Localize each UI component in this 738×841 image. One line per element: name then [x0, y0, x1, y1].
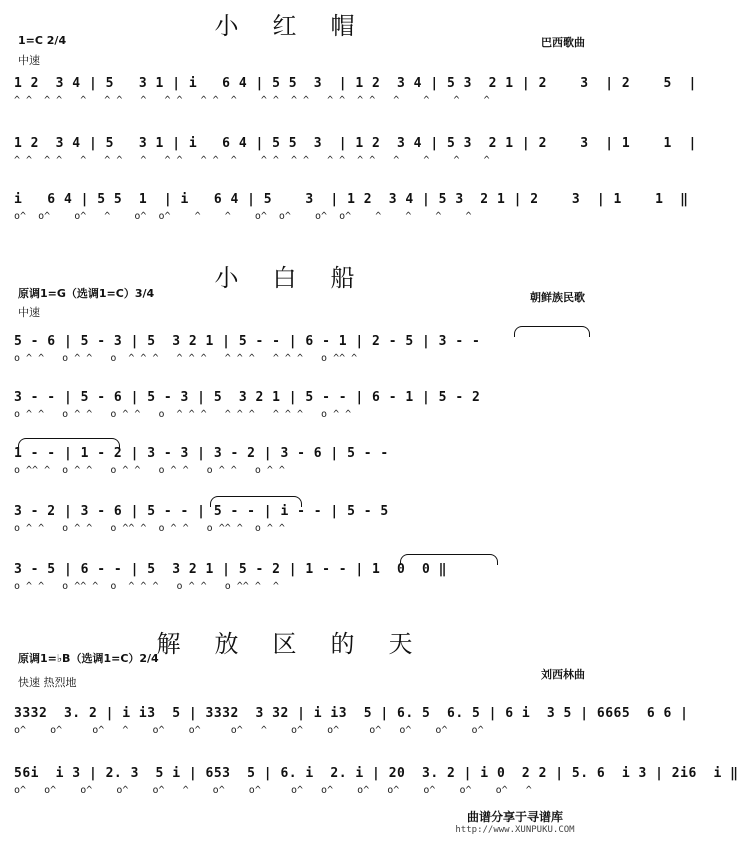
song1-row-2 — [14, 136, 697, 174]
notes-line: i 6 4 | 5 5 1 | i 6 4 | 5 3 | 1 2 3 4 | 5 3 2 1 | 2 3 | 1 1 ‖ — [14, 192, 689, 207]
song2-composer: 朝鲜族民歌 — [530, 291, 585, 304]
song3-row-2 — [14, 766, 738, 804]
song2-row-2 — [14, 390, 589, 428]
song3-row-1 — [14, 706, 689, 744]
notes-line: 3 - 2 | 3 - 6 | 5 - - | 5 - - | i - - | 5 - 5 — [14, 504, 389, 519]
notes-line: 3 - - | 5 - 6 | 5 - 3 | 5 3 2 1 | 5 - - | 6 - 1 | 5 - 2 — [14, 390, 481, 405]
ornament-marks: o^ o^ o^ ^ o^ o^ ^ ^ o^ o^ o^ o^ ^ ^ ^ ^ — [14, 211, 472, 222]
notes-line: 3332 3. 2 | i i3 5 | 3332 3 32 | i i3 5 | 6. 5 6. 5 | 6 i 3 5 | 6665 6 6 | — [14, 706, 689, 721]
song1-composer: 巴西歌曲 — [541, 36, 585, 49]
song3-title: 解放区的天 — [156, 630, 447, 658]
song1-tempo: 中速 — [18, 54, 40, 67]
ornament-marks: o ^ ^ o ^ ^ o ^ ^ ^ ^ ^ ^ ^ ^ ^ ^ ^ ^ o ^^ ^ — [14, 353, 358, 364]
notes-line: 1 2 3 4 | 5 3 1 | i 6 4 | 5 5 3 | 1 2 3 4 | 5 3 2 1 | 2 3 | 1 1 | — [14, 136, 697, 151]
song1-title: 小红帽 — [214, 12, 389, 40]
song2-key: 原调1=G（选调1=C）3/4 — [18, 287, 155, 300]
ornament-marks: o ^ ^ o ^ ^ o ^^ ^ o ^ ^ o ^^ ^ o ^ ^ — [14, 523, 285, 534]
song2-row-1 — [14, 334, 589, 372]
song2-title: 小白船 — [214, 264, 389, 292]
song1-row-3 — [14, 192, 689, 230]
song3-composer: 刘西林曲 — [541, 668, 585, 681]
song2-row-3 — [14, 446, 589, 484]
song2-tempo: 中速 — [18, 306, 40, 319]
ornament-marks: o ^^ ^ o ^ ^ o ^ ^ o ^ ^ o ^ ^ o ^ ^ — [14, 465, 285, 476]
notes-line: 1 - - | 1 - 2 | 3 - 3 | 3 - 2 | 3 - 6 | 5 - - — [14, 446, 389, 461]
song3-key: 原调1=♭B（选调1=C）2/4 — [18, 652, 159, 665]
ornament-marks: o ^ ^ o ^ ^ o ^ ^ o ^ ^ ^ ^ ^ ^ ^ ^ ^ o ^ ^ — [14, 409, 352, 420]
song1-key: 1=C 2/4 — [18, 34, 67, 47]
ornament-marks: o^ o^ o^ ^ o^ o^ o^ ^ o^ o^ o^ o^ o^ o^ — [14, 725, 484, 736]
ornament-marks: ^ ^ ^ ^ ^ ^ ^ ^ ^ ^ ^ ^ ^ ^ ^ ^ ^ ^ ^ ^ ^ ^ ^ ^ ^ — [14, 155, 490, 166]
song1-row-1 — [14, 76, 697, 114]
notes-line: 56i i 3 | 2. 3 5 i | 653 5 | 6. i 2. i | 20 3. 2 | i 0 2 2 | 5. 6 i 3 | 2i6 i ‖ — [14, 766, 738, 781]
song2-row-4 — [14, 504, 589, 542]
watermark-text: 曲谱分享于寻谱库 — [466, 810, 563, 824]
watermark-url: http://www.XUNPUKU.COM — [455, 825, 575, 835]
ornament-marks: ^ ^ ^ ^ ^ ^ ^ ^ ^ ^ ^ ^ ^ ^ ^ ^ ^ ^ ^ ^ ^ ^ ^ ^ ^ — [14, 95, 490, 106]
notes-line: 1 2 3 4 | 5 3 1 | i 6 4 | 5 5 3 | 1 2 3 4 | 5 3 2 1 | 2 3 | 2 5 | — [14, 76, 697, 91]
song2-row-5 — [14, 562, 589, 600]
ornament-marks: o^ o^ o^ o^ o^ ^ o^ o^ o^ o^ o^ o^ o^ o^ o^ ^ — [14, 785, 532, 796]
ornament-marks: o ^ ^ o ^^ ^ o ^ ^ ^ o ^ ^ o ^^ ^ ^ — [14, 581, 279, 592]
site-watermark — [440, 808, 590, 835]
song3-tempo: 快速 热烈地 — [18, 676, 77, 689]
notes-line: 3 - 5 | 6 - - | 5 3 2 1 | 5 - 2 | 1 - - | 1 0 0 ‖ — [14, 562, 447, 577]
notes-line: 5 - 6 | 5 - 3 | 5 3 2 1 | 5 - - | 6 - 1 | 2 - 5 | 3 - - — [14, 334, 481, 349]
